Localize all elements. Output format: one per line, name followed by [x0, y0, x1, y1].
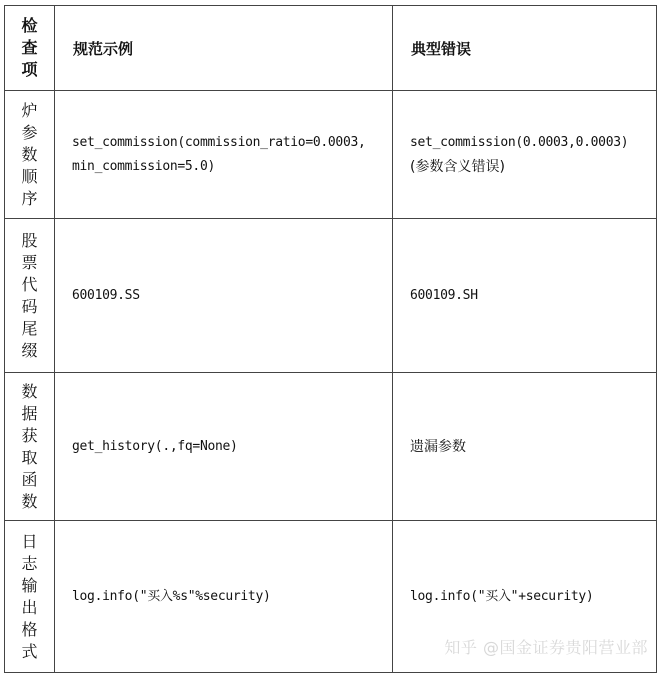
error-code-line: set_commission(0.0003,0.0003)	[410, 134, 629, 150]
example-code-line: set_commission(commission_ratio=0.0003,	[72, 134, 366, 150]
example-code: get_history(.,fq=None)	[72, 438, 238, 454]
table-row	[5, 373, 657, 521]
header-cell-example	[55, 6, 393, 91]
watermark: 知乎 @国金证券贵阳营业部	[444, 638, 648, 657]
header-error-label: 典型错误	[411, 39, 472, 58]
example-cell	[55, 373, 393, 521]
item-label: 股票代码尾缀	[21, 230, 38, 360]
item-cell	[5, 521, 55, 673]
error-cell	[393, 373, 657, 521]
item-label: 炉参数顺序	[21, 100, 38, 208]
table-row	[5, 219, 657, 373]
error-code: log.info("买入"+security)	[410, 588, 594, 604]
error-cell	[393, 91, 657, 219]
example-code-line: min_commission=5.0)	[72, 158, 216, 174]
error-cell	[393, 219, 657, 373]
error-note: (参数含义错误)	[410, 158, 505, 175]
comparison-table	[4, 5, 657, 673]
example-code: 600109.SS	[72, 287, 140, 303]
item-cell	[5, 373, 55, 521]
item-label: 数据获取函数	[21, 381, 38, 511]
header-check-item-label: 检查项	[21, 16, 38, 79]
header-example-label: 规范示例	[73, 39, 134, 58]
header-cell-check-item	[5, 6, 55, 91]
example-cell	[55, 219, 393, 373]
example-code: log.info("买入%s"%security)	[72, 588, 271, 604]
item-label: 日志输出格式	[21, 531, 38, 661]
example-cell	[55, 91, 393, 219]
error-note: 遗漏参数	[410, 438, 466, 455]
item-cell	[5, 91, 55, 219]
header-cell-error	[393, 6, 657, 91]
error-code: 600109.SH	[410, 287, 478, 303]
table-header-row	[5, 6, 657, 91]
table-row	[5, 91, 657, 219]
item-cell	[5, 219, 55, 373]
example-cell	[55, 521, 393, 673]
